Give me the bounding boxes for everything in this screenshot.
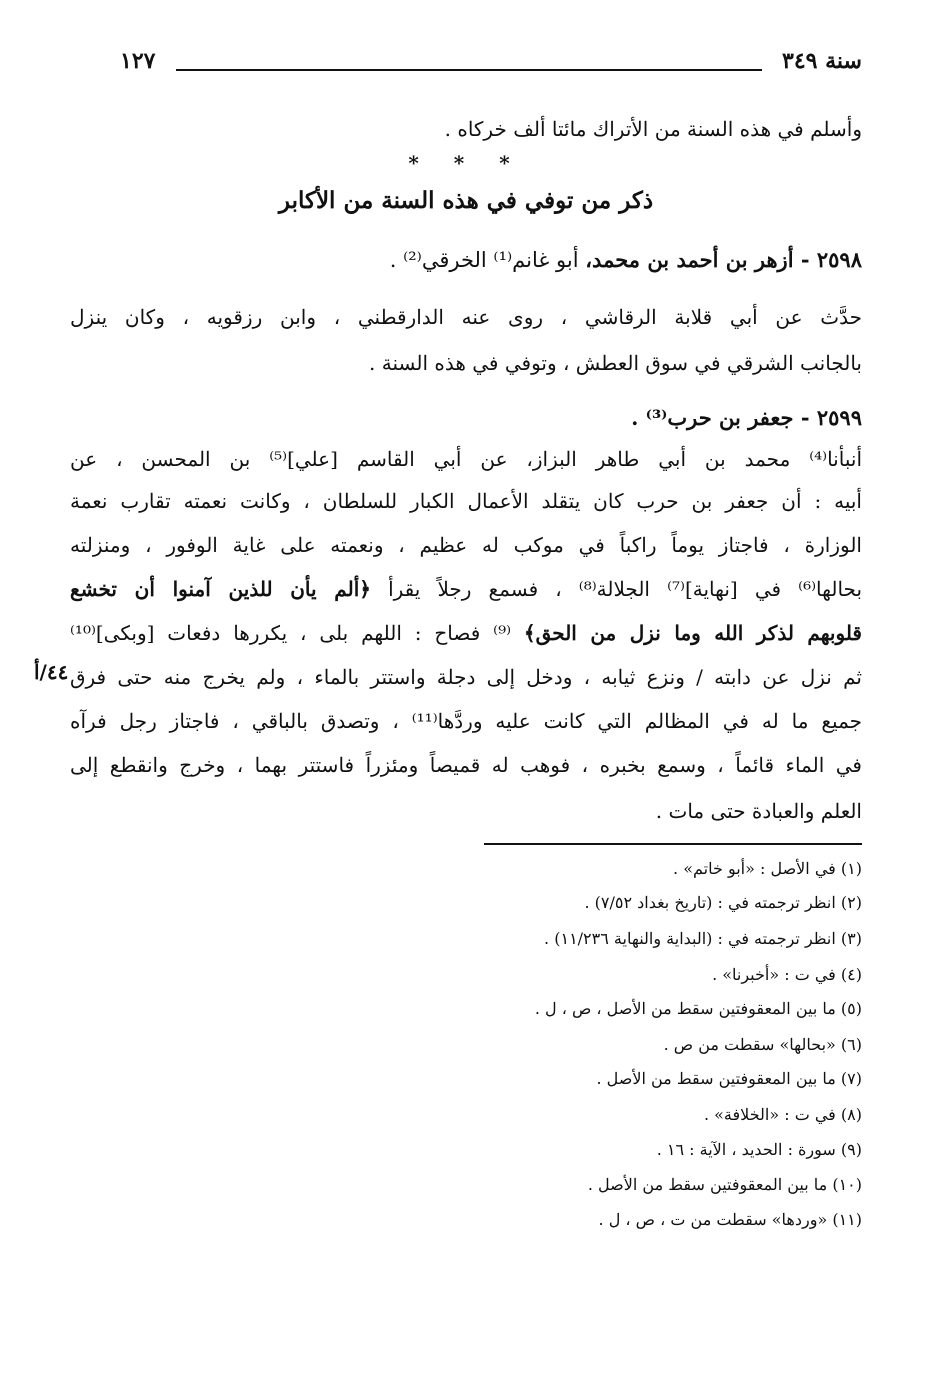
footnote-4: (٤) في ت : «أخبرنا» . xyxy=(712,965,862,984)
footnote-3: (٣) انظر ترجمته في : (البداية والنهاية ١١/٢٣٦) . xyxy=(544,929,862,948)
entry-2598-heading xyxy=(70,243,862,277)
entry-2598-line-2: بالجانب الشرقي في سوق العطش ، وتوفي في هذه السنة . xyxy=(369,351,862,375)
quran-quote-part-2: قلوبهم لذكر الله وما نزل من الحق﴾ xyxy=(523,621,862,645)
header-year: سنة ٣٤٩ xyxy=(782,48,862,74)
footnote-5: (٥) ما بين المعقوفتين سقط من الأصل ، ص ، ل . xyxy=(534,999,862,1018)
section-heading: ذكر من توفي في هذه السنة من الأكابر xyxy=(278,187,654,214)
entry-2599-line-5-text: ⁽⁹⁾ فصاح : اللهم بلى ، يكررها دفعات [وبكى]⁽¹⁰⁾ xyxy=(70,621,512,645)
entry-2599-line-5 xyxy=(70,616,862,650)
footnote-rule xyxy=(484,843,862,845)
footnote-10: (١٠) ما بين المعقوفتين سقط من الأصل . xyxy=(587,1175,862,1194)
entry-2599-line-2: أبيه : أن جعفر بن حرب كان يتقلد الأعمال الكبار للسلطان ، وكانت نعمته تقارب نعمة xyxy=(70,489,862,513)
footnote-11: (١١) «وردها» سقطت من ت ، ص ، ل . xyxy=(598,1210,862,1229)
footnote-8: (٨) في ت : «الخلافة» . xyxy=(703,1105,862,1124)
page-number: ١٢٧ xyxy=(120,48,156,74)
quran-quote-part-1: ﴿ألم يأن للذين آمنوا أن تخشع xyxy=(70,577,371,601)
section-separator: * * * xyxy=(408,151,524,175)
entry-2598-line-1: حدَّث عن أبي قلابة الرقاشي ، روى عنه الدارقطني ، وابن رزقويه ، وكان ينزل xyxy=(70,305,862,329)
footnote-9: (٩) سورة : الحديد ، الآية : ١٦ . xyxy=(656,1140,862,1159)
entry-2598-title: ٢٥٩٨ - أزهر بن أحمد بن محمد، xyxy=(585,247,862,272)
intro-line: وأسلم في هذه السنة من الأتراك مائتا ألف خركاه . xyxy=(444,117,862,141)
footnote-6: (٦) «بحالها» سقطت من ص . xyxy=(663,1035,862,1054)
entry-2599-line-3: الوزارة ، فاجتاز يوماً راكباً في موكب له عظيم ، ونعمته على غاية الوفور ، ومنزلته xyxy=(70,533,862,557)
entry-2599-line-1: أنبأنا⁽⁴⁾ محمد بن أبي طاهر البزاز، عن أبي القاسم [علي]⁽⁵⁾ بن المحسن ، عن xyxy=(70,447,862,471)
entry-2599-line-6: ثم نزل عن دابته / ونزع ثيابه ، ودخل إلى دجلة واستتر بالماء ، ولم يخرج منه حتى فرق xyxy=(70,665,862,689)
entry-2599-heading: ٢٥٩٩ - جعفر بن حرب⁽³⁾ . xyxy=(631,405,862,430)
header-rule xyxy=(176,69,762,71)
entry-2599-line-7: جميع ما له في المظالم التي كانت عليه وردَّها⁽¹¹⁾ ، وتصدق بالباقي ، فاجتاز رجل فرآه xyxy=(70,709,863,733)
entry-2598-subtitle: أبو غانم⁽¹⁾ الخرقي⁽²⁾ . xyxy=(389,248,586,272)
footnote-2: (٢) انظر ترجمته في : (تاريخ بغداد ٧/٥٢) . xyxy=(584,893,862,912)
folio-margin-note: ٤٤/أ xyxy=(34,660,69,684)
entry-2599-line-4 xyxy=(70,572,862,606)
entry-2599-line-8: في الماء قائماً ، وسمع بخبره ، فوهب له قميصاً ومئزراً فاستتر بهما ، وخرج وانقطع إلى xyxy=(70,753,862,777)
entry-2599-line-4-text: بحالها⁽⁶⁾ في [نهاية]⁽⁷⁾ الجلالة⁽⁸⁾ ، فسمع رجلاً يقرأ xyxy=(388,577,863,601)
footnote-1: (١) في الأصل : «أبو خاتم» . xyxy=(673,859,862,878)
footnote-7: (٧) ما بين المعقوفتين سقط من الأصل . xyxy=(596,1069,862,1088)
entry-2599-line-9: العلم والعبادة حتى مات . xyxy=(655,799,862,823)
running-header xyxy=(120,48,862,84)
